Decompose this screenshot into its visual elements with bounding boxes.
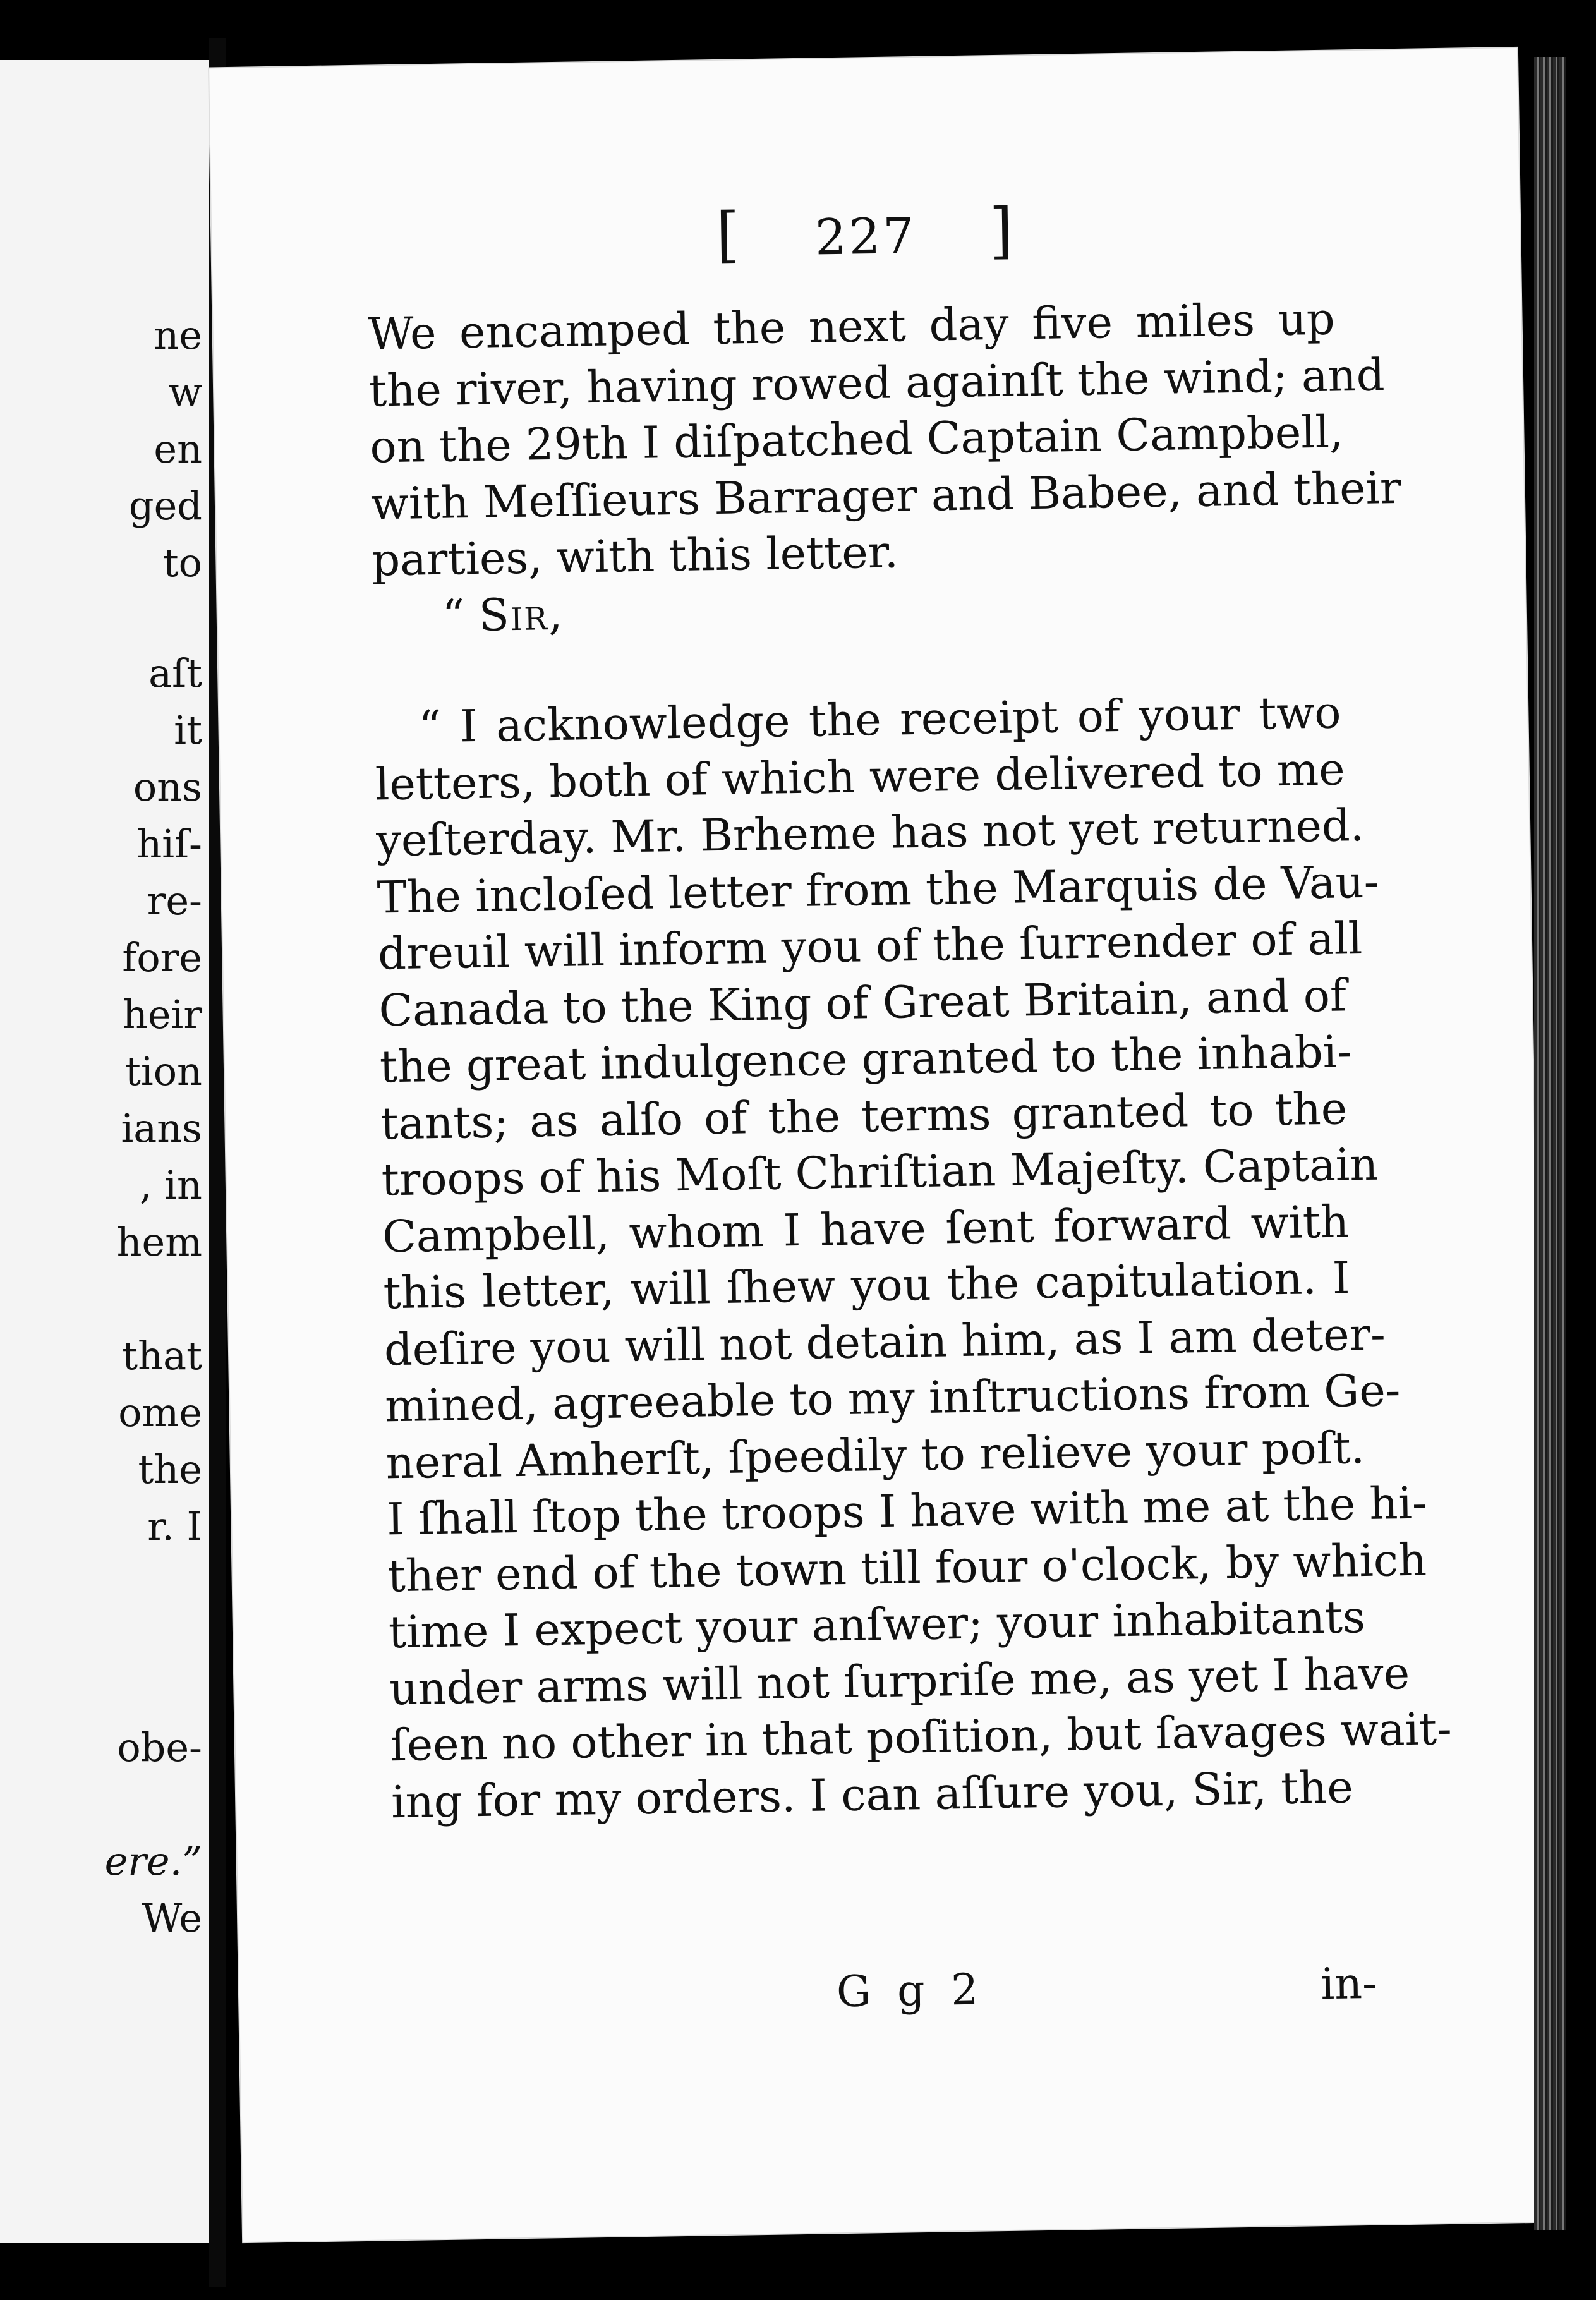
- text-line: The incloſed letter from the Marquis de Vau-: [377, 856, 1379, 923]
- letter-body: [374, 684, 1453, 1831]
- text-line: dreuil will inform you of the ſurrender of all: [377, 912, 1363, 980]
- previous-page-line: re-: [147, 878, 202, 924]
- previous-page-line: obe-: [117, 1724, 202, 1770]
- text-line: troops of his Moſt Chriſtian Majeſty. Captain: [381, 1138, 1379, 1206]
- text-line: ing for my orders. I can aſſure you, Sir, the: [390, 1760, 1354, 1828]
- text-line: with Meſſieurs Barrager and Babee, and their: [370, 461, 1401, 530]
- header-close-bracket: ]: [989, 195, 1017, 267]
- text-line: I ſhall ſtop the troops I have with me at the hi-: [386, 1477, 1428, 1546]
- previous-page-line: , in: [139, 1162, 202, 1208]
- text-line: deſire you will not detain him, as I am deter-: [384, 1307, 1386, 1376]
- previous-page-line: ere.”: [104, 1838, 202, 1884]
- previous-page-line: ians: [121, 1105, 202, 1151]
- previous-page-fragment: [0, 60, 210, 2243]
- text-line: under arms will not ſurpriſe me, as yet I have: [389, 1647, 1410, 1715]
- previous-page-line: ome: [118, 1389, 202, 1436]
- text-line: “ I acknowledge the receipt of your two: [418, 686, 1341, 753]
- text-line: tants; as alſo of the terms granted to the: [380, 1082, 1348, 1149]
- previous-page-line: that: [122, 1333, 202, 1379]
- text-line: on the 29th I diſpatched Captain Campbell,: [369, 406, 1344, 473]
- text-line: Canada to the King of Great Britain, and of: [378, 969, 1347, 1036]
- previous-page-line: ged: [128, 483, 202, 529]
- previous-page-line: hem: [116, 1219, 202, 1265]
- text-line: time I expect your anſwer; your inhabitants: [388, 1591, 1366, 1659]
- signature-mark: G g 2: [836, 1964, 985, 2018]
- text-line: the river, having rowed againſt the wind; and: [368, 348, 1386, 417]
- text-line: parties, with this letter.: [371, 526, 899, 586]
- salutation-word: Sir,: [478, 588, 564, 641]
- previous-page-line: the: [138, 1446, 202, 1492]
- text-line: letters, both of which were delivered to me: [375, 742, 1346, 810]
- text-line: yeſterday. Mr. Brheme has not yet returned.: [375, 799, 1365, 867]
- page-edges: [1534, 57, 1566, 2230]
- page-header: [212, 187, 1521, 279]
- page-body: [368, 291, 1453, 1831]
- previous-page-line: tion: [124, 1048, 202, 1094]
- previous-page-line: ons: [133, 764, 202, 810]
- previous-page-line: hiſ-: [136, 821, 202, 867]
- previous-page-line: heir: [122, 991, 202, 1038]
- previous-page-line: r. I: [147, 1503, 202, 1549]
- text-line: ther end of the town till four o'clock, by which: [387, 1533, 1427, 1602]
- text-line: this letter, will ſhew you the capitulation. I: [382, 1252, 1351, 1319]
- text-line: the great indulgence granted to the inhabi-: [379, 1026, 1353, 1093]
- catchword: in-: [1320, 1958, 1377, 2010]
- salutation-quote: “: [442, 589, 466, 642]
- previous-page-line: We: [142, 1895, 202, 1941]
- book-page: [209, 48, 1551, 2242]
- header-open-bracket: [: [715, 199, 743, 270]
- text-line: neral Amherſt, ſpeedily to relieve your poſt.: [385, 1421, 1365, 1489]
- text-line: ſeen no other in that poſition, but ſavages wait-: [390, 1702, 1453, 1772]
- previous-page-line: fore: [122, 935, 202, 981]
- previous-page-line: to: [162, 540, 202, 586]
- text-line: mined, agreeable to my inſtructions from Ge-: [384, 1364, 1401, 1432]
- previous-page-line: aſt: [148, 650, 202, 696]
- narrative-paragraph: [368, 291, 1401, 589]
- page-number: 227: [814, 207, 917, 267]
- previous-page-line: ne: [154, 312, 202, 358]
- page-footer: [394, 1958, 1377, 2018]
- text-line: Campbell, whom I have ſent forward with: [382, 1195, 1350, 1262]
- previous-page-line: en: [154, 426, 202, 472]
- previous-page-line: it: [174, 707, 202, 753]
- text-line: We encamped the next day five miles up: [368, 293, 1336, 360]
- previous-page-line: w: [168, 369, 202, 415]
